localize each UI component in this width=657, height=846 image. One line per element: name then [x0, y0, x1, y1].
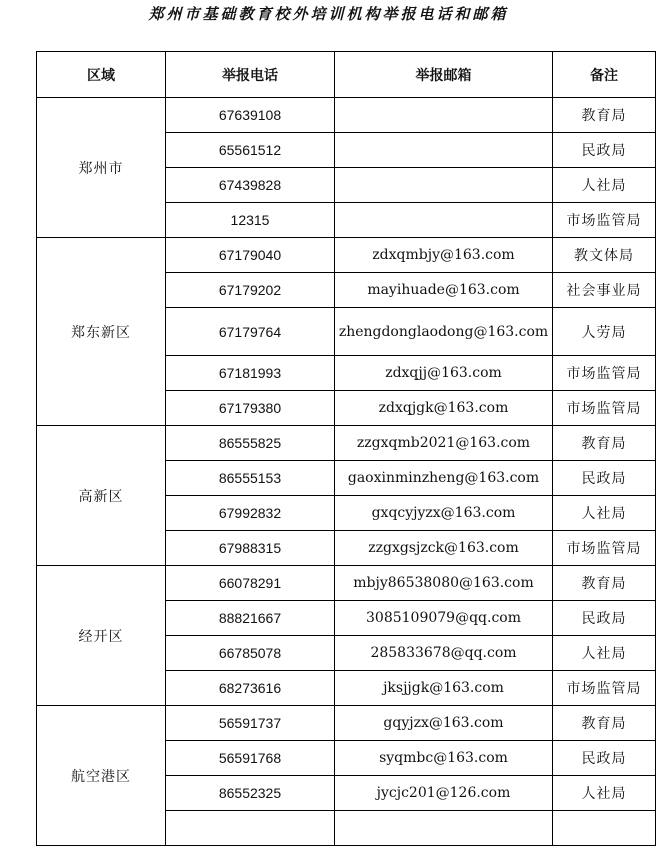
email-cell: [335, 98, 553, 133]
email-cell: zdxqjgk@163.com: [335, 391, 553, 426]
table-row: [37, 238, 656, 273]
email-cell: jycjc201@126.com: [335, 776, 553, 811]
email-cell: [335, 168, 553, 203]
note-cell: 市场监管局: [553, 531, 656, 566]
region-cell: 航空港区: [37, 706, 166, 846]
note-cell: 民政局: [553, 741, 656, 776]
email-cell: gaoxinminzheng@163.com: [335, 461, 553, 496]
note-cell: 民政局: [553, 461, 656, 496]
phone-cell: 67179202: [166, 273, 335, 308]
note-cell: 人社局: [553, 636, 656, 671]
email-cell: jksjjgk@163.com: [335, 671, 553, 706]
note-cell: 人劳局: [553, 308, 656, 356]
header-phone: 举报电话: [166, 52, 335, 98]
phone-cell: 86555153: [166, 461, 335, 496]
phone-cell: 56591737: [166, 706, 335, 741]
email-cell: 285833678@qq.com: [335, 636, 553, 671]
note-cell: 市场监管局: [553, 203, 656, 238]
email-cell: [335, 133, 553, 168]
phone-cell: 86555825: [166, 426, 335, 461]
phone-cell: 67181993: [166, 356, 335, 391]
phone-cell: 88821667: [166, 601, 335, 636]
phone-cell: [166, 811, 335, 846]
email-cell: [335, 811, 553, 846]
note-cell: 教育局: [553, 426, 656, 461]
phone-cell: 67179380: [166, 391, 335, 426]
phone-cell: 67179764: [166, 308, 335, 356]
phone-cell: 66785078: [166, 636, 335, 671]
note-cell: 教文体局: [553, 238, 656, 273]
phone-cell: 67439828: [166, 168, 335, 203]
email-cell: mayihuade@163.com: [335, 273, 553, 308]
note-cell: 人社局: [553, 776, 656, 811]
email-cell: gqyjzx@163.com: [335, 706, 553, 741]
email-cell: zzgxqmb2021@163.com: [335, 426, 553, 461]
table-row: [37, 426, 656, 461]
note-cell: 市场监管局: [553, 391, 656, 426]
note-cell: 人社局: [553, 496, 656, 531]
table-row: [37, 706, 656, 741]
region-cell: 经开区: [37, 566, 166, 706]
note-cell: [553, 811, 656, 846]
table-row: [37, 98, 656, 133]
header-email: 举报邮箱: [335, 52, 553, 98]
email-cell: mbjy86538080@163.com: [335, 566, 553, 601]
header-note: 备注: [553, 52, 656, 98]
note-cell: 民政局: [553, 601, 656, 636]
email-cell: gxqcyjyzx@163.com: [335, 496, 553, 531]
note-cell: 民政局: [553, 133, 656, 168]
phone-cell: 66078291: [166, 566, 335, 601]
email-cell: 3085109079@qq.com: [335, 601, 553, 636]
table-row: [37, 566, 656, 601]
page-title: 郑州市基础教育校外培训机构举报电话和邮箱: [148, 5, 509, 23]
region-cell: 郑州市: [37, 98, 166, 238]
phone-cell: 67988315: [166, 531, 335, 566]
email-cell: syqmbc@163.com: [335, 741, 553, 776]
note-cell: 社会事业局: [553, 273, 656, 308]
phone-cell: 67992832: [166, 496, 335, 531]
email-cell: [335, 203, 553, 238]
email-cell: zhengdonglaodong@163.com: [335, 308, 553, 356]
phone-cell: 67639108: [166, 98, 335, 133]
phone-cell: 86552325: [166, 776, 335, 811]
note-cell: 市场监管局: [553, 671, 656, 706]
note-cell: 教育局: [553, 706, 656, 741]
email-cell: zzgxgsjzck@163.com: [335, 531, 553, 566]
table-header-row: [37, 52, 656, 98]
note-cell: 教育局: [553, 98, 656, 133]
note-cell: 教育局: [553, 566, 656, 601]
region-cell: 高新区: [37, 426, 166, 566]
report-contacts-table: [36, 51, 656, 846]
phone-cell: 68273616: [166, 671, 335, 706]
phone-cell: 67179040: [166, 238, 335, 273]
email-cell: zdxqjj@163.com: [335, 356, 553, 391]
email-cell: zdxqmbjy@163.com: [335, 238, 553, 273]
note-cell: 人社局: [553, 168, 656, 203]
header-region: 区域: [37, 52, 166, 98]
phone-cell: 56591768: [166, 741, 335, 776]
phone-cell: 65561512: [166, 133, 335, 168]
phone-cell: 12315: [166, 203, 335, 238]
region-cell: 郑东新区: [37, 238, 166, 426]
note-cell: 市场监管局: [553, 356, 656, 391]
